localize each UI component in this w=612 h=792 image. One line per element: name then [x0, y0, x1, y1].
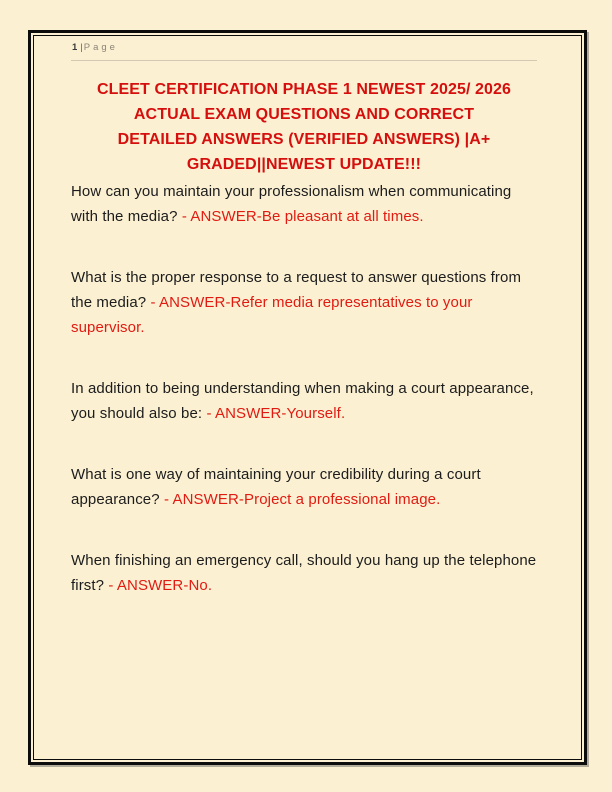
- title-line-2: ACTUAL EXAM QUESTIONS AND CORRECT: [133, 106, 475, 123]
- page-border-frame: [28, 30, 587, 765]
- answer-text-1: - ANSWER-Be pleasant at all times.: [181, 208, 424, 225]
- answer-text-5: - ANSWER-No.: [108, 577, 213, 594]
- answer-text-2: - ANSWER-Refer media representatives to your supervisor.: [71, 294, 477, 336]
- answer-text-3: - ANSWER-Yourself.: [206, 405, 346, 422]
- qa-item-2: [71, 265, 537, 340]
- page-border-inner-line: [33, 35, 582, 760]
- header-separator: |: [80, 42, 83, 53]
- title-line-1: CLEET CERTIFICATION PHASE 1 NEWEST 2025/ 2026: [96, 81, 512, 98]
- question-text-5: When finishing an emergency call, should you hang up the telephone first?: [71, 552, 541, 594]
- title-line-4: GRADED||NEWEST UPDATE!!!: [186, 156, 422, 173]
- page-header: [71, 41, 537, 61]
- title-line-3: DETAILED ANSWERS (VERIFIED ANSWERS) |A+: [117, 131, 491, 148]
- qa-item-4: [71, 462, 537, 512]
- header-page-label: Page: [83, 42, 118, 53]
- question-text-1: How can you maintain your professionalism when communicating with the media?: [71, 183, 516, 225]
- answer-text-4: - ANSWER-Project a professional image.: [163, 491, 441, 508]
- qa-item-3: [71, 376, 537, 426]
- page-number: 1: [72, 42, 78, 53]
- document-title: [71, 77, 537, 177]
- qa-item-5: [71, 548, 541, 598]
- question-text-2: What is the proper response to a request to answer questions from the media?: [71, 269, 526, 311]
- qa-item-1: [71, 179, 537, 229]
- question-text-4: What is one way of maintaining your credibility during a court appearance?: [71, 466, 486, 508]
- page-content: [34, 36, 581, 759]
- question-text-3: In addition to being understanding when making a court appearance, you should also be:: [71, 380, 539, 422]
